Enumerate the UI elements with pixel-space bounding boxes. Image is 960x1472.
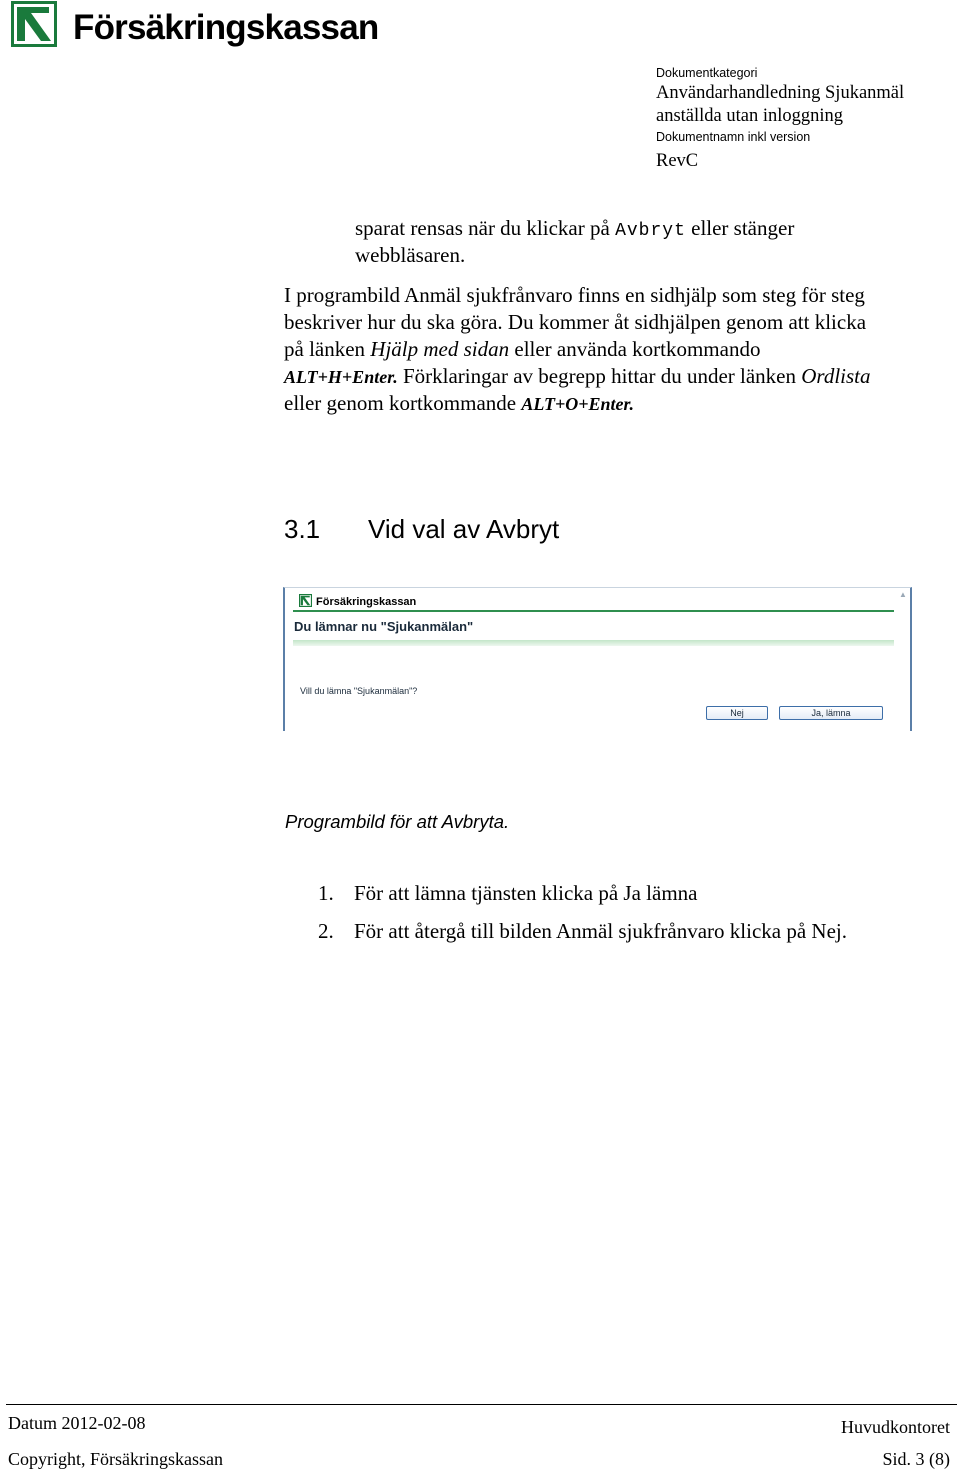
list-item	[318, 879, 847, 917]
no-button[interactable]: Nej	[706, 706, 768, 720]
shortcut-help: ALT+H+Enter.	[284, 367, 398, 387]
footer-office: Huvudkontoret	[841, 1417, 950, 1437]
intro-line-1	[355, 215, 794, 245]
shortcut-glossary: ALT+O+Enter.	[521, 394, 635, 414]
instruction-list	[318, 879, 847, 955]
para-line-1: I programbild Anmäl sjukfrånvaro finns en sidhjälp som steg för steg	[284, 283, 865, 307]
list-item	[318, 917, 847, 955]
title-divider	[293, 640, 894, 646]
embedded-screenshot	[283, 587, 912, 731]
para-line-5	[284, 390, 634, 418]
section-title: Vid val av Avbryt	[368, 514, 560, 544]
help-link[interactable]: Hjälp med sidan	[370, 337, 510, 361]
para-text: eller genom kortkommande	[284, 391, 522, 415]
footer-divider	[6, 1404, 957, 1405]
dialog-question: Vill du lämna "Sjukanmälan"?	[300, 686, 418, 696]
list-text: För att återgå till bilden Anmäl sjukfrånvaro klicka på Nej.	[354, 919, 847, 943]
para-line-2: beskriver hur du ska göra. Du kommer åt sidhjälpen genom att klicka	[284, 310, 867, 334]
para-text: på länken	[284, 337, 371, 361]
brand-logo-icon	[11, 1, 57, 47]
intro-text: sparat rensas när du klickar på	[355, 216, 616, 240]
scroll-up-icon[interactable]: ▲	[899, 590, 907, 599]
doc-category-value-line2: anställda utan inloggning	[656, 106, 844, 126]
para-text: eller använda kortkommando	[509, 337, 761, 361]
doc-category-value-line1: Användarhandledning Sjukanmäl	[656, 83, 905, 103]
para-line-4	[284, 363, 871, 391]
doc-name-value: RevC	[656, 151, 699, 171]
brand-name: Försäkringskassan	[73, 8, 379, 47]
figure-caption: Programbild för att Avbryta.	[285, 811, 510, 832]
footer-copyright: Copyright, Försäkringskassan	[8, 1449, 223, 1469]
dialog-title: Du lämnar nu "Sjukanmälan"	[294, 619, 474, 634]
doc-name-label: Dokumentnamn inkl version	[656, 130, 811, 144]
screenshot-brand: Försäkringskassan	[316, 596, 417, 608]
doc-category-label: Dokumentkategori	[656, 66, 758, 80]
yes-leave-button[interactable]: Ja, lämna	[779, 706, 883, 720]
header-divider	[293, 610, 894, 612]
list-text: För att lämna tjänsten klicka på Ja lämna	[354, 881, 698, 905]
intro-text: eller stänger	[685, 216, 795, 240]
intro-line-2: webbläsaren.	[355, 243, 466, 267]
brand-logo	[11, 1, 411, 49]
para-text: Förklaringar av begrepp hittar du under länken	[397, 364, 802, 388]
list-number: 1.	[318, 881, 334, 905]
footer-date: Datum 2012-02-08	[8, 1413, 146, 1433]
section-number: 3.1	[284, 514, 321, 544]
brand-logo-icon	[299, 594, 312, 607]
para-line-3	[284, 336, 760, 363]
footer-page: Sid. 3 (8)	[882, 1449, 950, 1469]
list-number: 2.	[318, 919, 334, 943]
document-meta	[656, 64, 956, 173]
avbryt-code: Avbryt	[615, 221, 686, 241]
glossary-link[interactable]: Ordlista	[801, 364, 871, 388]
section-heading	[284, 512, 559, 546]
